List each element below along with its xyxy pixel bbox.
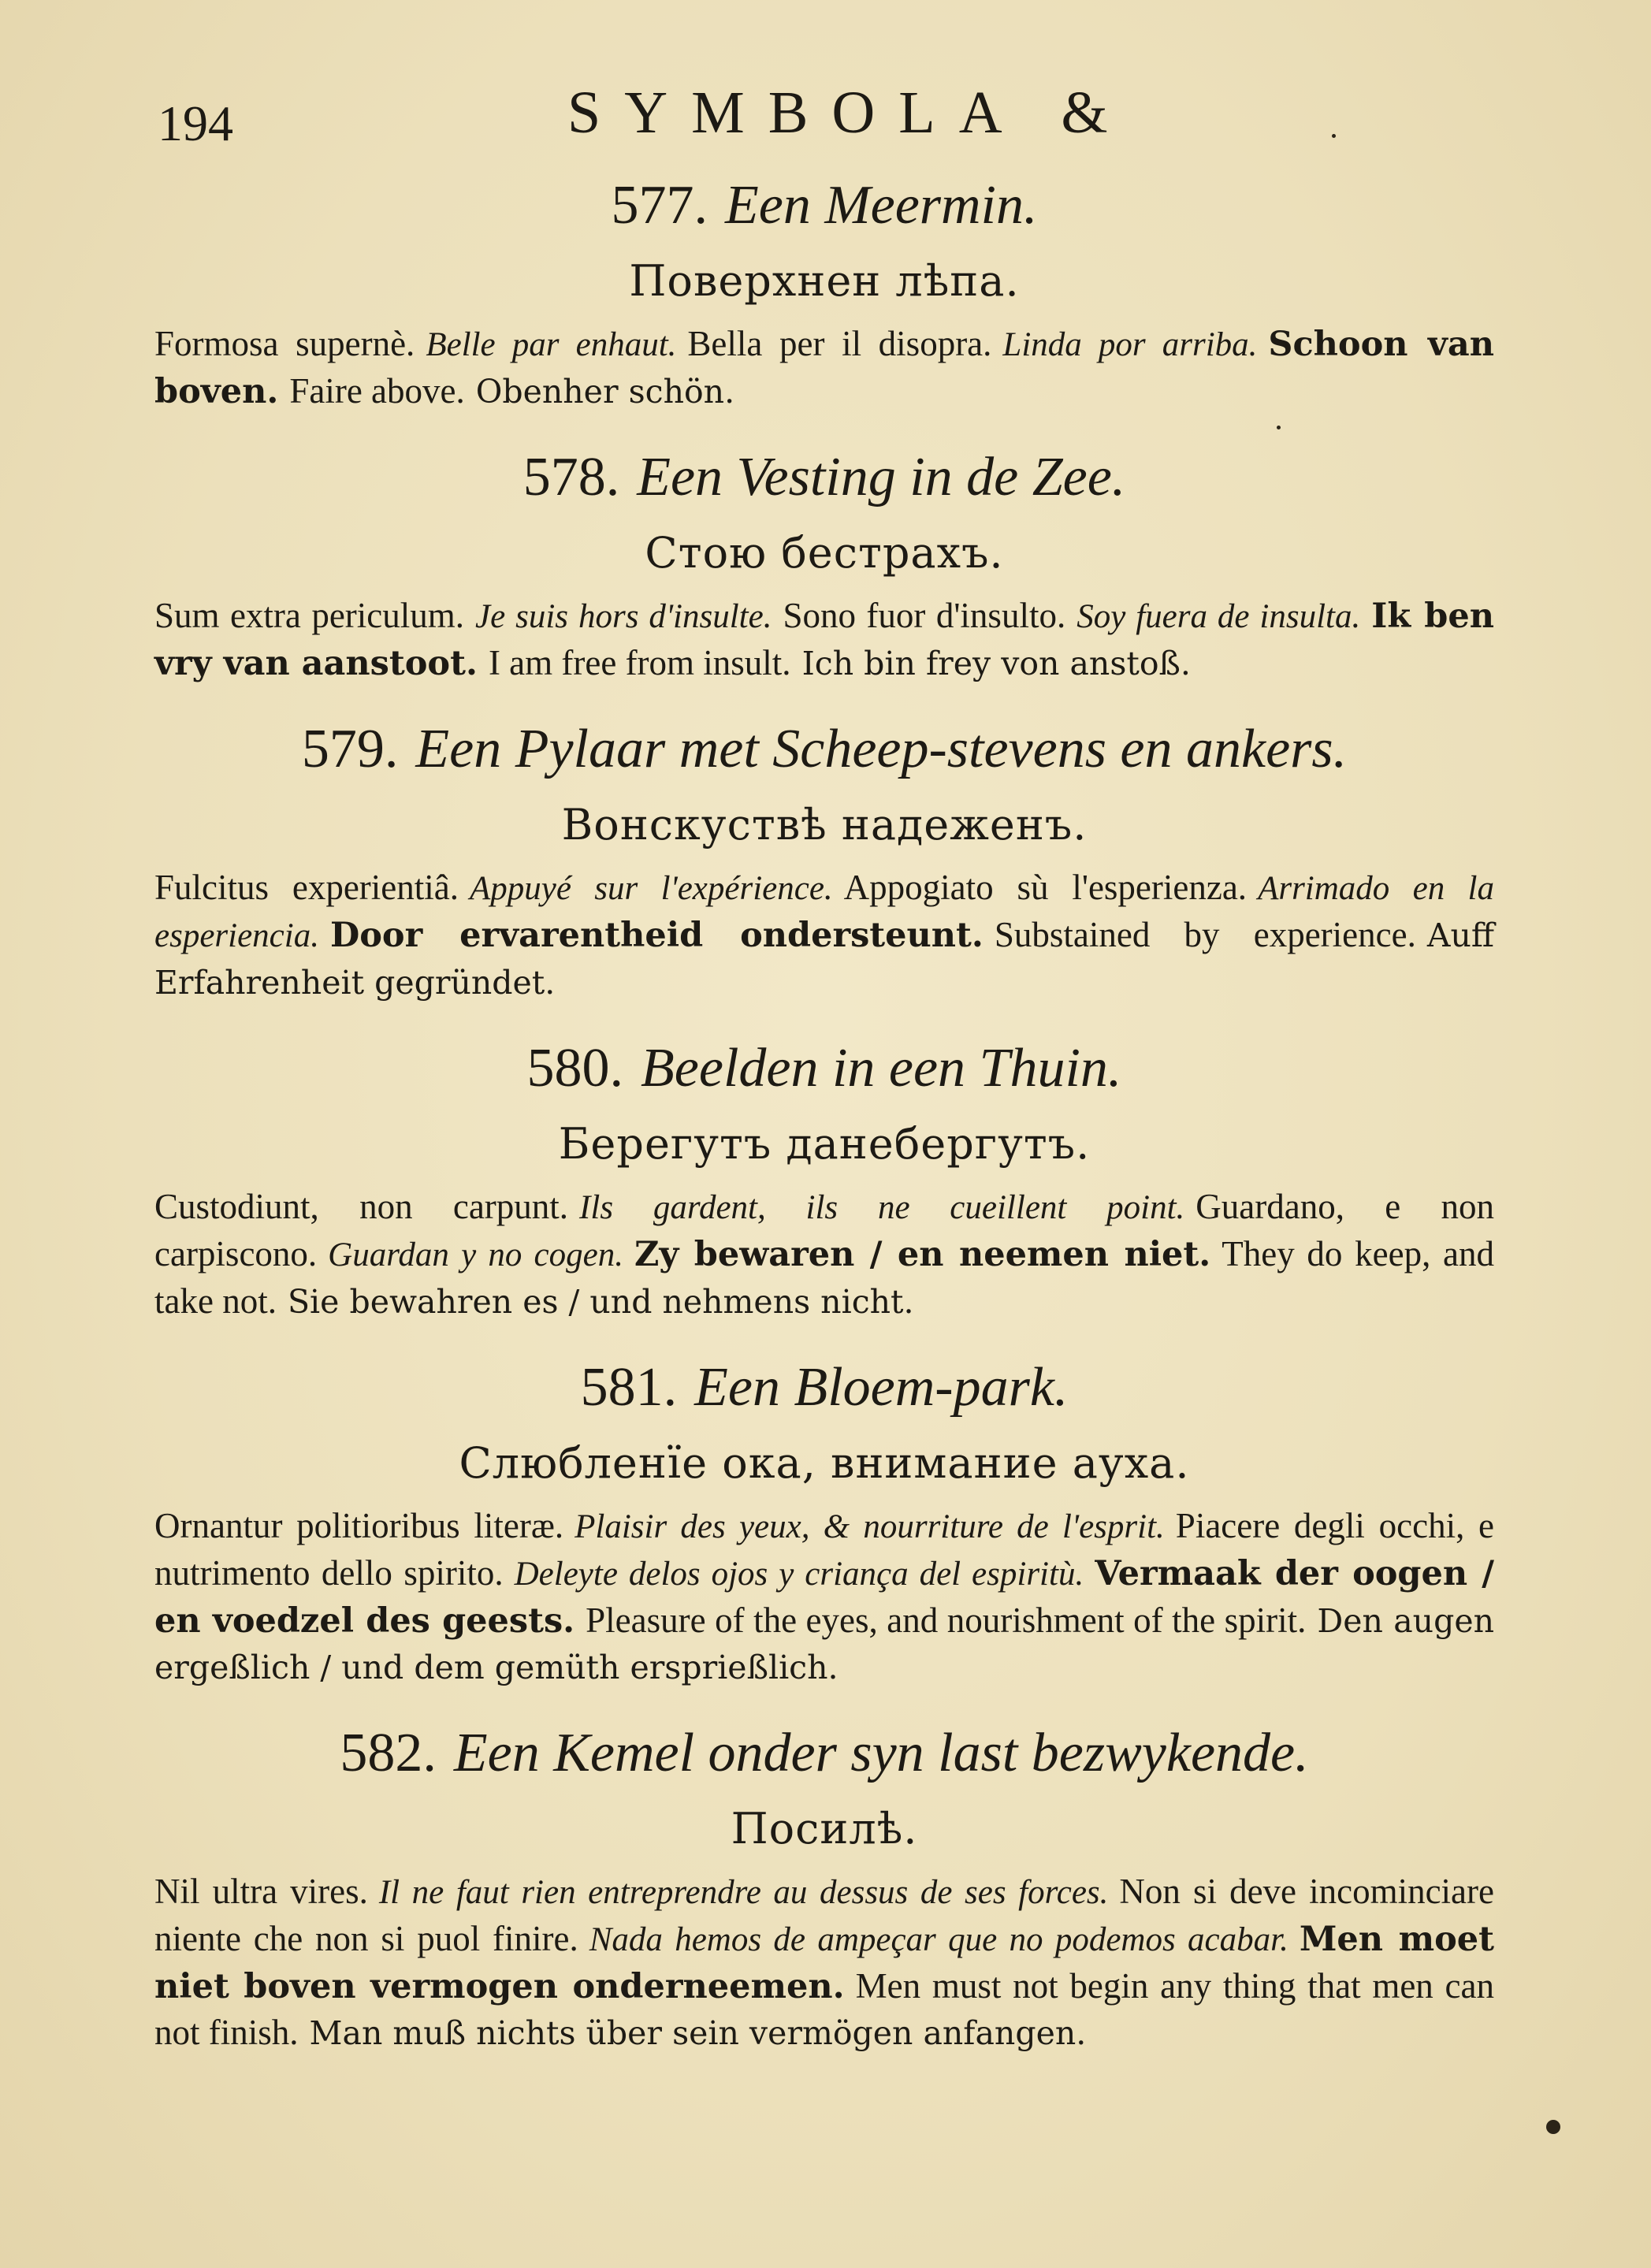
english-motto: They do keep, and take not. xyxy=(154,1234,1494,1321)
ink-speck xyxy=(1332,134,1336,138)
french-motto: Il ne faut rien entreprendre au dessus de ses forces. xyxy=(378,1874,1109,1911)
ink-speck xyxy=(1277,426,1281,429)
latin-motto: Sum extra periculum. xyxy=(154,596,465,635)
dutch-motto: Ik ben vry van aanstoot. xyxy=(154,597,1494,683)
slavonic-motto: Посилѣ. xyxy=(731,1804,918,1853)
spanish-motto: Deleyte delos ojos y criança del espiritù. xyxy=(514,1556,1084,1593)
page-number: 194 xyxy=(158,95,233,151)
italian-motto: Piacere degli occhi, e nutrimento dello spirito. xyxy=(154,1506,1495,1593)
slavonic-motto: Стою бестрахъ. xyxy=(645,528,1004,578)
entry-title: Een Meermin. xyxy=(724,175,1038,236)
english-motto: Men must not begin any thing that men can not finish. xyxy=(154,1966,1495,2052)
german-motto: Obenher schön. xyxy=(475,373,735,411)
italian-motto: Bella per il disopra. xyxy=(687,324,992,363)
italian-motto: Sono fuor d'insulto. xyxy=(783,596,1066,635)
translations xyxy=(154,1868,1494,2056)
latin-motto: Ornantur politioribus literæ. xyxy=(154,1506,564,1545)
spanish-motto: Guardan y no cogen. xyxy=(328,1236,623,1273)
italian-motto: Non si deve incominciare niente che non si puol finire. xyxy=(154,1872,1494,1958)
entry-577 xyxy=(154,169,1494,415)
slavonic-motto: Слюбленїе ока, внимание ауха. xyxy=(459,1438,1190,1488)
translations xyxy=(154,1184,1494,1325)
entry-title: Een Kemel onder syn last bezwykende. xyxy=(453,1723,1309,1783)
english-motto: Substained by experience. xyxy=(994,915,1416,954)
entry-title: Een Bloem-park. xyxy=(694,1357,1069,1418)
french-motto: Belle par enhaut. xyxy=(426,326,677,363)
dutch-motto: Zy bewaren / en neemen niet. xyxy=(634,1235,1211,1274)
entry-582 xyxy=(154,1717,1494,2056)
latin-motto: Formosa supernè. xyxy=(154,324,415,363)
entry-heading xyxy=(154,441,1494,514)
spanish-motto: Soy fuera de insulta. xyxy=(1076,598,1361,635)
latin-motto: Nil ultra vires. xyxy=(154,1872,368,1911)
entry-579 xyxy=(154,713,1494,1006)
spanish-motto: Linda por arriba. xyxy=(1002,326,1258,363)
dutch-motto: Door ervarentheid ondersteunt. xyxy=(329,916,984,955)
dutch-motto: Vermaak der oogen / en voedzel des geests. xyxy=(154,1554,1495,1641)
ink-speck xyxy=(1546,2120,1560,2134)
entry-number: 578. xyxy=(522,447,620,508)
german-motto: Sie bewahren es / und nehmens nicht. xyxy=(287,1283,914,1321)
entry-581 xyxy=(154,1352,1494,1690)
french-motto: Appuyé sur l'expérience. xyxy=(470,870,833,907)
german-motto: Man muß nichts über sein vermögen anfangen. xyxy=(309,2014,1087,2052)
english-motto: I am free from insult. xyxy=(488,643,791,682)
english-motto: Faire above. xyxy=(289,371,465,411)
french-motto: Plaisir des yeux, & nourriture de l'esprit. xyxy=(575,1508,1165,1545)
running-title: SYMBOLA & xyxy=(567,80,1132,146)
entry-heading xyxy=(154,169,1494,242)
entry-title: Beelden in een Thuin. xyxy=(641,1038,1122,1099)
entries xyxy=(154,169,1494,2083)
slavonic-motto: Поверхнен лѣпа. xyxy=(629,256,1020,306)
english-motto: Pleasure of the eyes, and nourishment of the spirit. xyxy=(586,1601,1307,1640)
entry-heading xyxy=(154,1717,1494,1790)
entry-title: Een Vesting in de Zee. xyxy=(637,447,1126,508)
latin-motto: Fulcitus experientiâ. xyxy=(154,868,459,907)
french-motto: Ils gardent, ils ne cueillent point. xyxy=(579,1189,1185,1226)
dutch-motto: Schoon van boven. xyxy=(154,325,1494,411)
translations xyxy=(154,864,1494,1006)
entry-title: Een Pylaar met Scheep-stevens en ankers. xyxy=(415,719,1348,779)
german-motto: Den augen ergeßlich / und dem gemüth ersprießlich. xyxy=(154,1602,1494,1686)
french-motto: Je suis hors d'insulte. xyxy=(475,598,772,635)
dutch-motto: Men moet niet boven vermogen onderneemen. xyxy=(154,1920,1494,2006)
spanish-motto: Nada hemos de ampeçar que no podemos acabar. xyxy=(589,1921,1288,1958)
slavonic-motto: Берегутъ данебергутъ. xyxy=(558,1119,1091,1169)
german-motto: Ich bin frey von anstoß. xyxy=(801,645,1191,682)
italian-motto: Guardano, e non carpiscono. xyxy=(154,1187,1495,1273)
latin-motto: Custodiunt, non carpunt. xyxy=(154,1187,569,1226)
entry-heading xyxy=(154,713,1494,786)
entry-580 xyxy=(154,1032,1494,1325)
translations xyxy=(154,593,1494,686)
translations xyxy=(154,321,1494,415)
running-head xyxy=(158,79,1482,150)
entry-578 xyxy=(154,441,1494,686)
entry-number: 577. xyxy=(611,175,708,236)
italian-motto: Appogiato sù l'esperienza. xyxy=(843,868,1248,907)
entry-heading xyxy=(154,1352,1494,1424)
entry-number: 579. xyxy=(301,719,399,779)
german-motto: Auff Erfahrenheit gegründet. xyxy=(154,916,1494,1002)
translations xyxy=(154,1503,1494,1690)
entry-heading xyxy=(154,1032,1494,1105)
entry-number: 580. xyxy=(526,1038,624,1099)
slavonic-motto: Вонскуствѣ надеженъ. xyxy=(561,800,1088,850)
entry-number: 581. xyxy=(580,1357,678,1418)
entry-number: 582. xyxy=(340,1723,437,1783)
spanish-motto: Arrimado en la esperiencia. xyxy=(154,870,1494,954)
